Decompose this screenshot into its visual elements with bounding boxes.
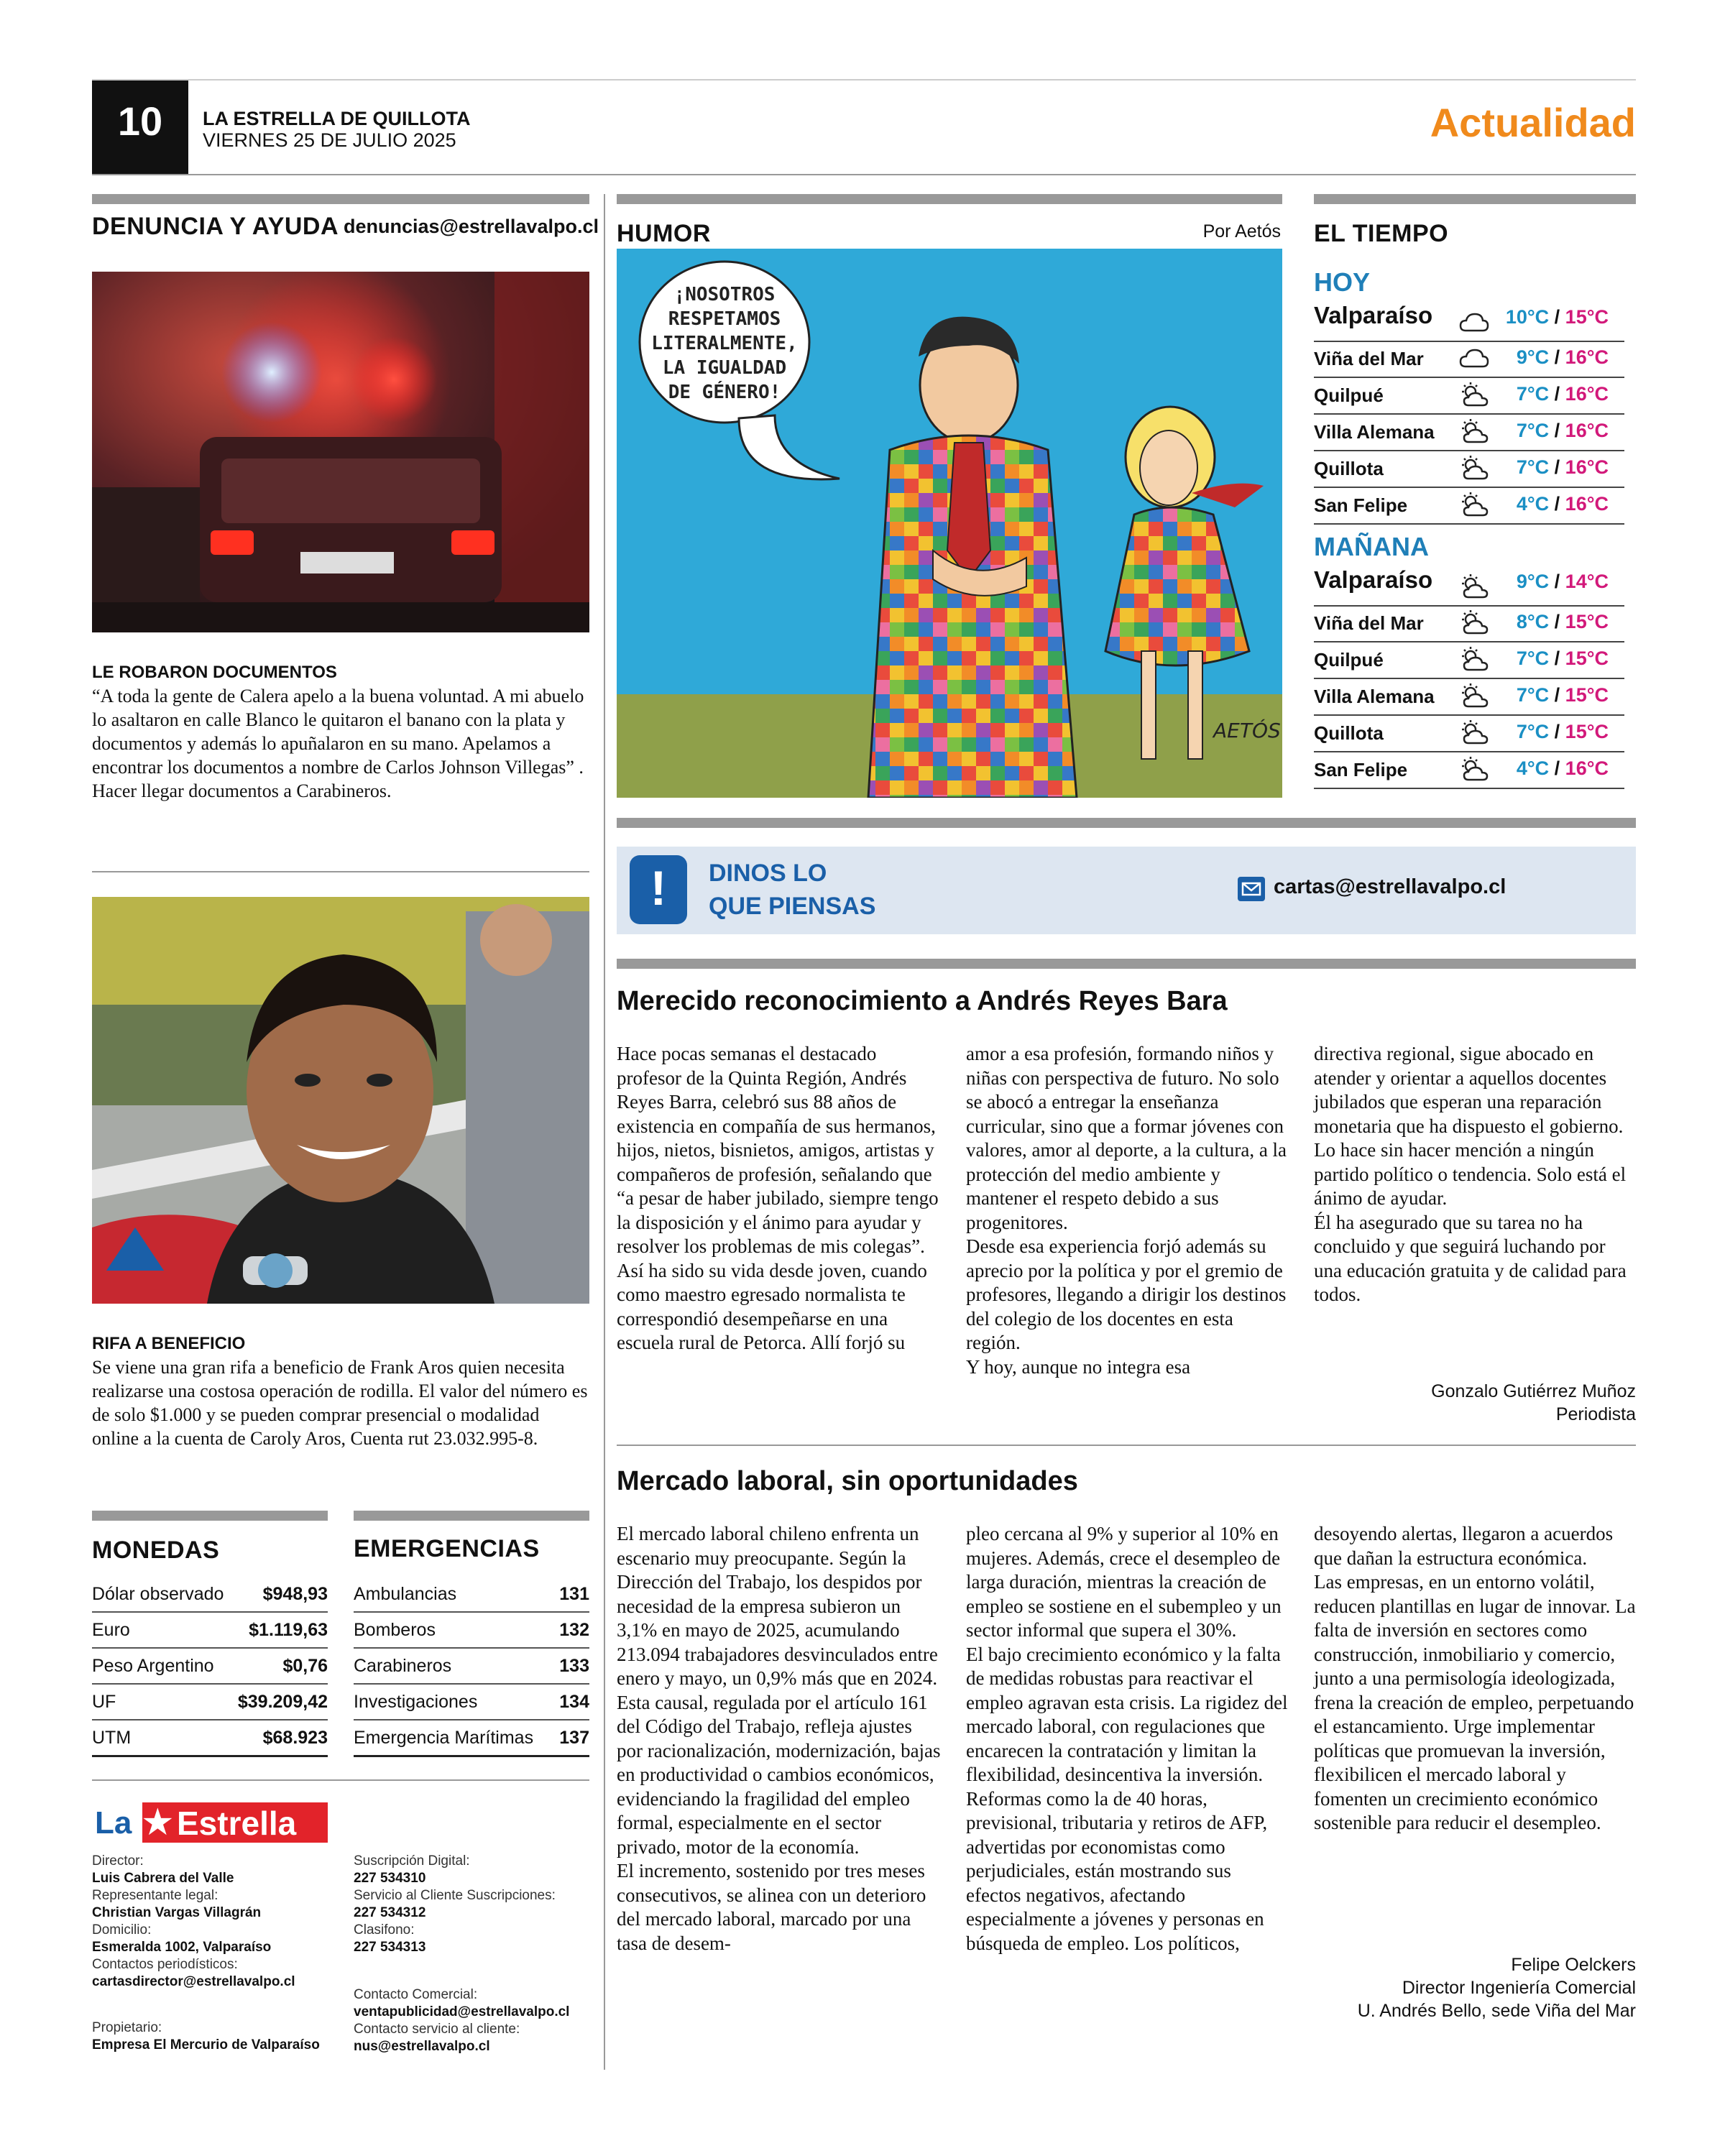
imprint-value: ventapublicidad@estrellavalpo.cl — [354, 2004, 570, 2019]
temp-max: 16°C — [1565, 456, 1609, 478]
cloud-icon — [1459, 309, 1489, 336]
moneda-row — [92, 1648, 328, 1684]
weather-row — [1314, 642, 1624, 679]
bubble-line: LITERALMENTE, — [651, 333, 798, 354]
weather-row — [1314, 377, 1624, 415]
emergencia-value: 133 — [556, 1648, 589, 1684]
item1-title: LE ROBARON DOCUMENTOS — [92, 663, 337, 682]
weather-temps: 7°C / 15°C — [1516, 648, 1609, 669]
moneda-row — [92, 1577, 328, 1612]
emergencia-value: 137 — [556, 1720, 589, 1756]
dinos-line2: QUE PIENSAS — [709, 893, 876, 920]
temp-max: 15°C — [1565, 721, 1609, 742]
dinos-line1: DINOS LO — [709, 860, 827, 887]
issue-date: VIERNES 25 DE JULIO 2025 — [203, 129, 456, 151]
weather-temps: 7°C / 16°C — [1516, 456, 1609, 478]
emergencia-row — [354, 1648, 589, 1684]
letter2-title: Mercado laboral, sin oportunidades — [617, 1466, 1078, 1496]
sun-cloud-icon — [1459, 683, 1489, 710]
letter1-role: Periodista — [1555, 1404, 1636, 1424]
star-icon: ★ — [141, 1802, 175, 1843]
weather-row — [1314, 715, 1624, 752]
temp-max: 14°C — [1565, 571, 1609, 592]
imprint-value: 227 534312 — [354, 1905, 426, 1920]
weather-row — [1314, 752, 1624, 789]
temp-min: 9°C — [1516, 346, 1550, 368]
weather-temps: 4°C / 16°C — [1516, 757, 1609, 779]
imprint-label: Representante legal: — [92, 1888, 218, 1903]
imprint-label: Contactos periodísticos: — [92, 1957, 238, 1972]
weather-temps: 7°C / 15°C — [1516, 684, 1609, 706]
monedas-table — [92, 1577, 328, 1757]
emergencia-row — [354, 1577, 589, 1612]
imprint-left — [92, 1853, 336, 1991]
denuncia-email[interactable]: denuncias@estrellavalpo.cl — [344, 216, 599, 237]
weather-row — [1314, 300, 1624, 342]
item2-text: Se viene una gran rifa a beneficio de Frank Aros quien necesita realizarse una costosa operación de rodilla. El valor del número es de solo $1.000 y se pueden comprar presencial o modalidad online a la cuenta de Caroly Aros, Cuenta rut 23.032.995-8. — [92, 1357, 588, 1449]
emergencia-row — [354, 1720, 589, 1756]
moneda-label: Peso Argentino — [92, 1648, 232, 1684]
temp-min: 4°C — [1516, 493, 1550, 515]
cartas-email[interactable]: cartas@estrellavalpo.cl — [1274, 875, 1506, 898]
weather-temps: 9°C / 14°C — [1516, 571, 1609, 592]
temp-max: 16°C — [1565, 420, 1609, 441]
temp-min: 7°C — [1516, 684, 1550, 706]
emergencia-row — [354, 1684, 589, 1720]
bubble-line: RESPETAMOS — [668, 308, 781, 330]
imprint-label: Servicio al Cliente Suscripciones: — [354, 1888, 556, 1903]
imprint-value: 227 534310 — [354, 1871, 426, 1886]
weather-temps: 7°C / 15°C — [1516, 721, 1609, 742]
sun-cloud-icon — [1459, 455, 1489, 482]
weather-city: Quillota — [1314, 458, 1384, 479]
imprint-label: Clasifono: — [354, 1922, 415, 1938]
sun-cloud-icon — [1459, 573, 1489, 601]
cartoon-signature: AETÓS — [1213, 719, 1281, 742]
weather-tomorrow-label: MAÑANA — [1314, 532, 1429, 561]
weather-city: Quilpué — [1314, 649, 1384, 671]
weather-city: San Felipe — [1314, 759, 1408, 780]
emergencia-label: Emergencia Marítimas — [354, 1720, 556, 1756]
emergencia-value: 131 — [556, 1577, 589, 1612]
emergencias-table — [354, 1577, 589, 1757]
paragraph: desoyendo alertas, llegaron a acuerdos que dañan la estructura económica. — [1314, 1523, 1614, 1569]
humor-title: HUMOR — [617, 220, 711, 247]
young-man-photo — [92, 897, 589, 1304]
imprint-label: Director: — [92, 1853, 144, 1869]
newspaper-name: LA ESTRELLA DE QUILLOTA — [203, 108, 471, 129]
temp-max: 15°C — [1565, 611, 1609, 632]
sun-cloud-icon — [1459, 646, 1489, 673]
emergencia-row — [354, 1612, 589, 1648]
paragraph: amor a esa profesión, formando niños y niñas con perspectiva de futuro. No solo se abocó a entregar la enseñanza curricular, sino que a formar jóvenes con valores, amor al deporte, a la cultura, a la protección del medio ambiente y mantener el respeto debido a sus progenitores. — [966, 1043, 1287, 1233]
temp-max: 16°C — [1565, 383, 1609, 405]
paragraph: directiva regional, sigue abocado en atender y orientar a aquellos docentes jubilados que esperan una reparación monetaria que ha dispuesto el gobierno. — [1314, 1043, 1624, 1137]
imprint-value: nus@estrellavalpo.cl — [354, 2039, 490, 2054]
item1-text: “A toda la gente de Calera apelo a la buena voluntad. A mi abuelo lo asaltaron en calle Blanco le quitaron el banano con la plata y documentos y además lo apuñalaron en su mano. Apelamos a encontrar los documentos a nombre de Carlos Johnson Villegas” . Hacer llegar documentos a Carabineros. — [92, 686, 584, 801]
temp-min: 10°C — [1505, 306, 1550, 328]
bubble-line: DE GÉNERO! — [668, 382, 781, 403]
temp-max: 15°C — [1565, 684, 1609, 706]
moneda-label: UF — [92, 1684, 232, 1720]
imprint-label: Contacto servicio al cliente: — [354, 2022, 520, 2037]
letter1-col1 — [617, 1042, 942, 1355]
emergencia-value: 132 — [556, 1612, 589, 1648]
moneda-row — [92, 1720, 328, 1756]
letter2-col3 — [1314, 1522, 1636, 1835]
letter2-col1 — [617, 1522, 942, 1955]
weather-city: Villa Alemana — [1314, 421, 1435, 443]
emergencia-label: Carabineros — [354, 1648, 556, 1684]
la-estrella-logo: La ★ Estrella — [92, 1802, 328, 1843]
weather-row — [1314, 487, 1624, 525]
temp-min: 7°C — [1516, 721, 1550, 742]
moneda-label: UTM — [92, 1720, 232, 1756]
temp-max: 16°C — [1565, 346, 1609, 368]
paragraph: Así ha sido su vida desde joven, cuando como maestro egresado normalista te correspondió desempeñarse en una escuela rural de Petorca. Allí forjó su — [617, 1259, 927, 1353]
imprint-label: Domicilio: — [92, 1922, 152, 1938]
denuncia-title: DENUNCIA Y AYUDA — [92, 213, 339, 240]
emergencia-label: Ambulancias — [354, 1577, 556, 1612]
sun-cloud-icon — [1459, 609, 1489, 637]
weather-city: Villa Alemana — [1314, 686, 1435, 707]
temp-min: 7°C — [1516, 420, 1550, 441]
humor-cartoon — [617, 249, 1282, 798]
paragraph: El incremento, sostenido por tres meses consecutivos, se alinea con un deterioro del mercado laboral, marcado por una tasa de desem- — [617, 1860, 926, 1954]
section-title: Actualidad — [1430, 100, 1636, 145]
weather-temps: 7°C / 16°C — [1516, 383, 1609, 405]
weather-row — [1314, 565, 1624, 607]
emergencia-value: 134 — [556, 1684, 589, 1720]
letter2-role1: Director Ingeniería Comercial — [1402, 1978, 1636, 1998]
bubble-line: LA IGUALDAD — [662, 357, 787, 379]
imprint-value: 227 534313 — [354, 1940, 426, 1955]
paragraph: Él ha asegurado que su tarea no ha concluido y que seguirá luchando por una educación gratuita y de calidad para todos. — [1314, 1211, 1627, 1305]
temp-min: 9°C — [1516, 571, 1550, 592]
weather-temps: 9°C / 16°C — [1516, 346, 1609, 368]
sun-cloud-icon — [1459, 382, 1489, 409]
imprint-value: Christian Vargas Villagrán — [92, 1905, 262, 1920]
item2-title: RIFA A BENEFICIO — [92, 1334, 246, 1353]
weather-row — [1314, 605, 1624, 642]
letter2-role2: U. Andrés Bello, sede Viña del Mar — [1357, 2001, 1636, 2021]
moneda-value: $1.119,63 — [232, 1612, 328, 1648]
moneda-value: $948,93 — [232, 1577, 328, 1612]
moneda-row — [92, 1684, 328, 1720]
letter1-col3 — [1314, 1042, 1636, 1307]
letter1-author: Gonzalo Gutiérrez Muñoz — [1431, 1381, 1636, 1401]
weather-today-label: HOY — [1314, 267, 1371, 297]
paragraph: Y hoy, aunque no integra esa — [966, 1355, 1191, 1378]
temp-max: 16°C — [1565, 493, 1609, 515]
weather-temps: 8°C / 15°C — [1516, 611, 1609, 632]
moneda-value: $39.209,42 — [232, 1684, 328, 1720]
humor-author: Por Aetós — [1202, 221, 1281, 241]
imprint-value: Esmeralda 1002, Valparaíso — [92, 1940, 272, 1955]
monedas-title: MONEDAS — [92, 1537, 220, 1564]
weather-city: Quillota — [1314, 722, 1384, 744]
moneda-row — [92, 1612, 328, 1648]
moneda-value: $68.923 — [232, 1720, 328, 1756]
letter1-title: Merecido reconocimiento a Andrés Reyes Bara — [617, 986, 1228, 1016]
sun-cloud-icon — [1459, 719, 1489, 747]
imprint-right — [354, 1853, 598, 1956]
moneda-label: Dólar observado — [92, 1577, 232, 1612]
weather-row — [1314, 341, 1624, 378]
temp-max: 15°C — [1565, 648, 1609, 669]
bubble-line: ¡NOSOTROS — [673, 284, 776, 305]
paragraph: Las empresas, en un entorno volátil, reducen plantillas en lugar de innovar. La falta de inversión en sectores como construcción, inmobiliario y comercio, junto a una permisología ideologizada, frena la creación de empleo, perpetuando el estancamiento. Urge implementar políticas que promuevan la inversión, flexibilicen el mercado laboral y fomenten un crecimiento económico sostenible para reducir el desempleo. — [1314, 1571, 1636, 1833]
sun-cloud-icon — [1459, 418, 1489, 446]
cloud-icon — [1459, 345, 1489, 372]
imprint-label: Contacto Comercial: — [354, 1987, 478, 2002]
letter1-col2 — [966, 1042, 1291, 1379]
paragraph: Lo hace sin hacer mención a ningún partido político o tendencia. Solo está el ánimo de ayudar. — [1314, 1139, 1627, 1209]
weather-city: Quilpué — [1314, 384, 1384, 406]
weather-city: Viña del Mar — [1314, 612, 1424, 634]
temp-min: 4°C — [1516, 757, 1550, 779]
page-number: 10 — [117, 98, 163, 144]
imprint-contact — [354, 1986, 598, 2055]
temp-min: 7°C — [1516, 456, 1550, 478]
weather-city: Valparaíso — [1314, 566, 1433, 593]
paragraph: Desde esa experiencia forjó además su aprecio por la política y por el gremio de profesores, llegando a dirigir los destinos del colegio de los docentes en esta región. — [966, 1235, 1287, 1353]
weather-temps: 4°C / 16°C — [1516, 493, 1609, 515]
emergencia-label: Bomberos — [354, 1612, 556, 1648]
temp-min: 7°C — [1516, 648, 1550, 669]
imprint-owner: Propietario: Empresa El Mercurio de Valparaíso — [92, 2020, 320, 2053]
temp-max: 15°C — [1565, 306, 1609, 328]
temp-max: 16°C — [1565, 757, 1609, 779]
imprint-value: Luis Cabrera del Valle — [92, 1871, 234, 1886]
sun-cloud-icon — [1459, 756, 1489, 783]
mail-icon — [1238, 877, 1265, 901]
police-car-photo — [92, 272, 589, 632]
weather-temps: 7°C / 16°C — [1516, 420, 1609, 441]
paragraph: pleo cercana al 9% y superior al 10% en mujeres. Además, crece el desempleo de larga duración, mientras la creación de empleo se sostiene en el subempleo y un sector informal que supera el 30%. — [966, 1523, 1282, 1641]
weather-city: Valparaíso — [1314, 302, 1433, 328]
weather-row — [1314, 414, 1624, 451]
moneda-label: Euro — [92, 1612, 232, 1648]
imprint-value: cartasdirector@estrellavalpo.cl — [92, 1974, 295, 1989]
imprint-label: Suscripción Digital: — [354, 1853, 470, 1869]
weather-title: EL TIEMPO — [1314, 220, 1449, 247]
weather-row — [1314, 678, 1624, 716]
moneda-value: $0,76 — [232, 1648, 328, 1684]
weather-row — [1314, 451, 1624, 488]
emergencias-title: EMERGENCIAS — [354, 1535, 540, 1562]
letter2-col2 — [966, 1522, 1291, 1955]
weather-city: Viña del Mar — [1314, 348, 1424, 369]
paragraph: Hace pocas semanas el destacado profesor de la Quinta Región, Andrés Reyes Barra, celebró sus 88 años de existencia en compañía de sus hermanos, hijos, nietos, bisnietos, amigos, artistas y compañeros de profesión, señalando que “a pesar de haber jubilado, siempre tengo la disposición y el ánimo para ayudar y resolver los problemas de mis colegas”. — [617, 1043, 939, 1257]
weather-city: San Felipe — [1314, 494, 1408, 516]
paragraph: El bajo crecimiento económico y la falta de medidas robustas para reactivar el empleo agravan esta crisis. La rigidez del mercado laboral, con regulaciones que encarecen la contratación y limitan la flexibilidad, desincentiva la inversión. Reformas como la de 40 horas, previsional, tributaria y retiros de AFP, advertidas por economistas como perjudiciales, están mostrando sus efectos negativos, afectando especialmente a jóvenes y personas en búsqueda de empleo. Los políticos, — [966, 1643, 1288, 1954]
paragraph: El mercado laboral chileno enfrenta un escenario muy preocupante. Según la Dirección del Trabajo, los despidos por necesidad de la empresa subieron un 3,1% en mayo de 2025, acumulando 213.094 trabajadores desvinculados entre enero y mayo, un 0,9% más que en 2024. Esta causal, regulada por el artículo 161 del Código del Trabajo, refleja ajustes por racionalización, modernización, bajas en productividad o cambios económicos, evidenciando la fragilidad del empleo formal, especialmente en el sector privado, motor de la economía. — [617, 1523, 941, 1858]
temp-min: 8°C — [1516, 611, 1550, 632]
letter2-author: Felipe Oelckers — [1511, 1955, 1636, 1975]
temp-min: 7°C — [1516, 383, 1550, 405]
exclamation-icon: ! — [630, 855, 687, 924]
sun-cloud-icon — [1459, 492, 1489, 519]
weather-temps: 10°C / 15°C — [1505, 306, 1609, 328]
emergencia-label: Investigaciones — [354, 1684, 556, 1720]
